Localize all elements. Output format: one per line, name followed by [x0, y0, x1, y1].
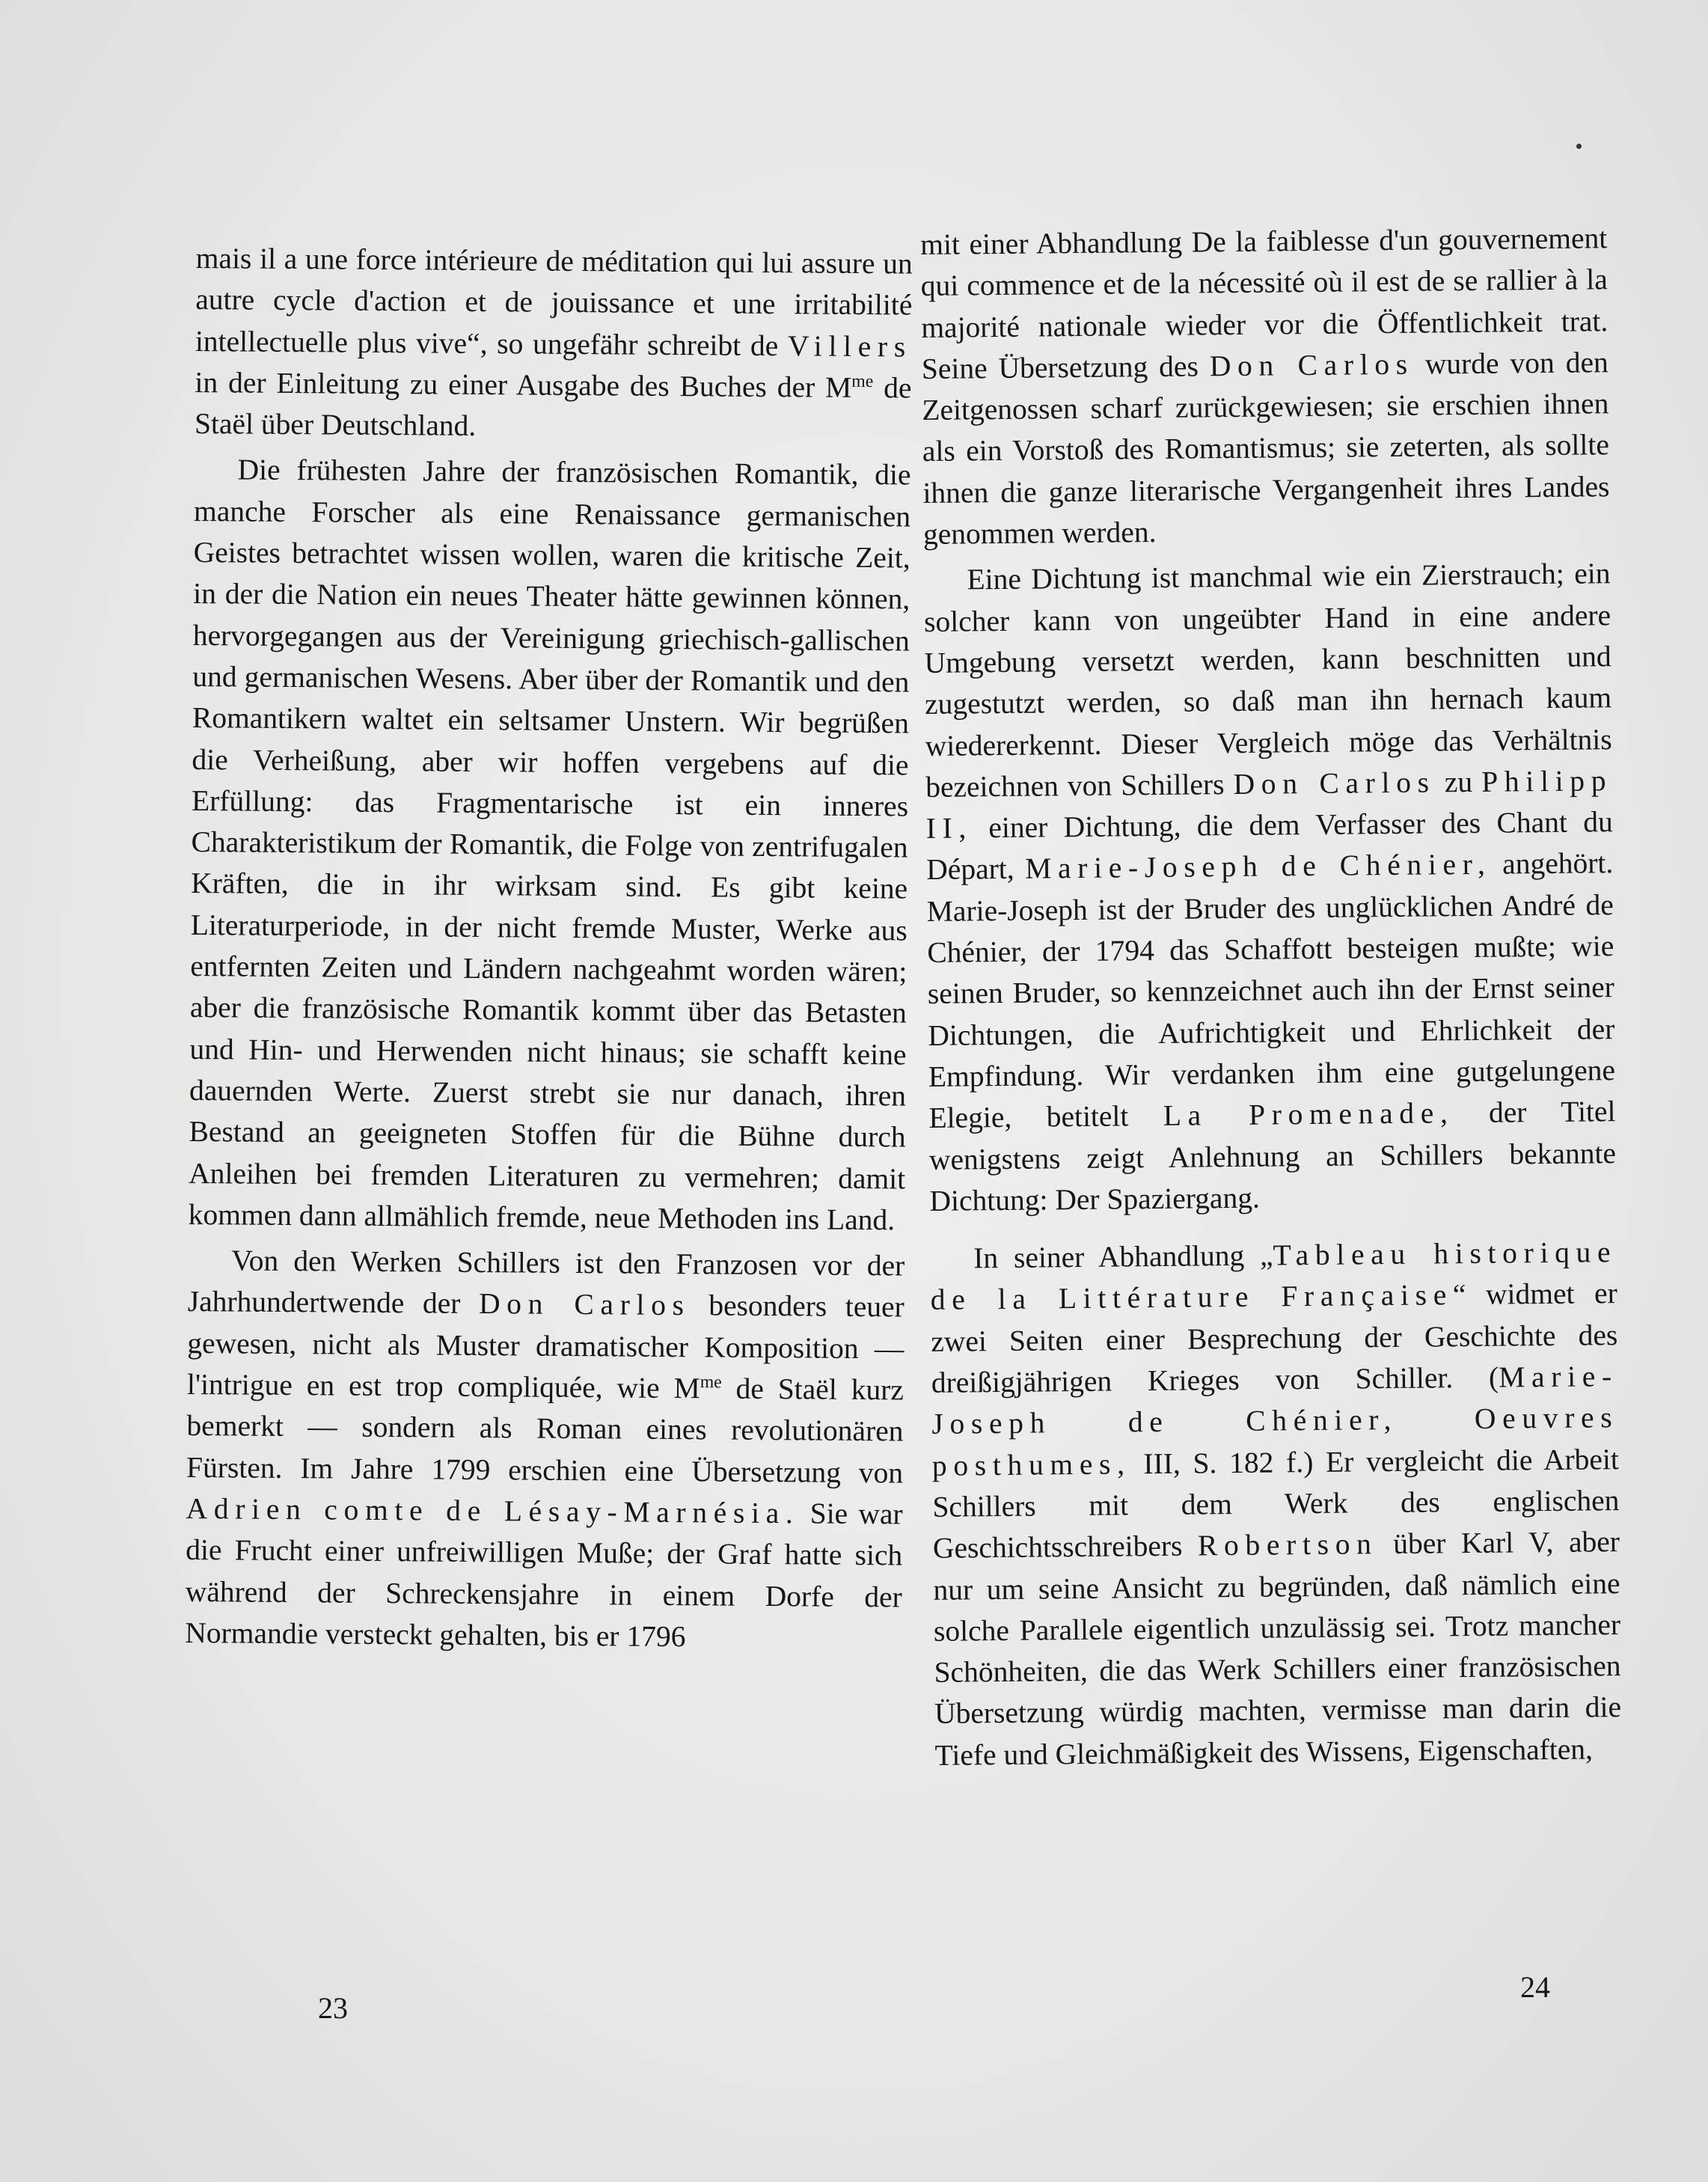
- spaced-title: La Promenade,: [1163, 1096, 1454, 1133]
- spaced-name: Villers: [787, 328, 913, 364]
- spaced-reference: Marie-Joseph de Chénier, Oeuvres posthumes,: [931, 1360, 1619, 1482]
- page-number-right: 24: [1520, 1970, 1550, 2004]
- spaced-name: Robertson: [1197, 1527, 1378, 1562]
- speck-mark: [1576, 144, 1582, 149]
- right-paragraph-2: Eine Dichtung ist manchmal wie ein Zierstrauch; ein solcher kann von ungeübter Hand in eine andere Umgebung versetzt werden, kann beschnitten und zugestutzt werden, so daß man ihn hernach kaum wiedererkennt. Dieser Vergleich möge das Verhältnis bezeichnen von Schillers Don Carlos zu Philipp II, einer Dichtung, die dem Verfasser des Chant du Départ, Marie-Joseph de Chénier, angehört. Marie-Joseph ist der Bruder des unglücklichen André de Chénier, der 1794 das Schaffott besteigen mußte; wie seinen Bruder, so kennzeichnet auch ihn der Ernst seiner Dichtungen, die Aufrichtigkeit und Ehrlichkeit der Empfindung. Wir verdanken ihm eine gutgelungene Elegie, betitelt La Promenade, der Titel wenigstens zeigt Anlehnung an Schillers bekannte Dichtung: Der Spaziergang.: [923, 557, 1617, 1217]
- left-page-text: [185, 238, 913, 1660]
- left-paragraph-3: Von den Werken Schillers ist den Franzosen vor der Jahrhundertwende der Don Carlos besonders teuer gewesen, nicht als Muster dramatischer Komposition — l'intrigue en est trop compliquée, wie $M^{me}$ de Staël kurz bemerkt — sondern als Roman eines revolutionären Fürsten. Im Jahre 1799 erschien eine Übersetzung von Adrien comte de Lésay-Marnésia. Sie war die Frucht einer unfreiwilligen Muße; der Graf hatte sich während der Schreckensjahre in einem Dorfe der Normandie versteckt gehalten, bis er 1796: [185, 1244, 905, 1653]
- spaced-title: Philipp II,: [925, 764, 1613, 846]
- left-paragraph-1: mais il a une force intérieure de méditation qui lui assure un autre cycle d'action et de jouissance et une irritabilité intellectuelle plus vive“, so ungefähr schreibt de Villers in der Einleitung zu einer Ausgabe des Buches der $M^{me}$ de Staël über Deutschland.: [194, 241, 913, 443]
- superscript: me: [700, 1372, 722, 1393]
- spaced-title: Tableau historique de la Littérature Française: [930, 1235, 1617, 1317]
- spaced-name: Adrien comte de Lésay-Marnésia.: [186, 1491, 800, 1530]
- right-paragraph-3: In seiner Abhandlung „Tableau historique de la Littérature Française“ widmet er zwei Seiten einer Besprechung der Geschichte des dreißigjährigen Krieges von Schiller. (Marie-Joseph de Chénier, Oeuvres posthumes, III, S. 182 f.) Er vergleicht die Arbeit Schillers mit dem Werk des englischen Geschichtsschreibers Robertson über Karl V, aber nur um seine Ansicht zu begründen, daß nämlich eine solche Parallele eigentlich unzulässig sei. Trotz mancher Schönheiten, die das Werk Schillers einer französischen Übersetzung würdig machten, vermisse man darin die Tiefe und Gleichmäßigkeit des Wissens, Eigenschaften,: [930, 1235, 1622, 1772]
- name: André de Chénier,: [927, 887, 1614, 970]
- spaced-name: Marie-Joseph de Chénier,: [1025, 848, 1492, 886]
- spaced-title: Don Carlos: [1233, 765, 1436, 801]
- spaced-title: Don Carlos: [1209, 347, 1415, 383]
- right-paragraph-1: mit einer Abhandlung De la faiblesse d'un gouvernement qui commence et de la nécessité où il est de se rallier à la majorité nationale wieder vor die Öffentlichkeit trat. Seine Übersetzung des Don Carlos wurde von den Zeitgenossen scharf zurückgewiesen; sie erschien ihnen als ein Vorstoß des Romantismus; sie zeterten, als sollte ihnen die ganze literarische Vergangenheit ihres Landes genommen werden.: [920, 221, 1610, 551]
- page-number-left: 23: [318, 1991, 348, 2025]
- left-paragraph-2: Die frühesten Jahre der französischen Romantik, die manche Forscher als eine Renaissance germanischen Geistes betrachtet wissen wollen, waren die kritische Zeit, in der die Nation ein neues Theater hätte gewinnen können, hervorgegangen aus der Vereinigung griechisch-gallischen und germanischen Wesens. Aber über der Romantik und den Romantikern waltet ein seltsamer Unstern. Wir begrüßen die Verheißung, aber wir hoffen vergebens auf die Erfüllung: das Fragmentarische ist ein inneres Charakteristikum der Romantik, die Folge von zentrifugalen Kräften, die in ihr wirksam sind. Es gibt keine Literaturperiode, in der nicht fremde Muster, Werke aus entfernten Zeiten und Ländern nachgeahmt worden wären; aber die französische Romantik kommt über das Betasten und Hin- und Herwenden nicht hinaus; sie schafft keine dauernden Werte. Zuerst strebt sie nur danach, ihren Bestand an geeigneten Stoffen für die Bühne durch Anleihen bei fremden Literaturen zu vermehren; damit kommen dann allmählich fremde, neue Methoden ins Land.: [188, 453, 911, 1237]
- spaced-title: Don Carlos: [478, 1287, 691, 1322]
- right-page-text: [920, 218, 1622, 1776]
- superscript: me: [851, 371, 874, 391]
